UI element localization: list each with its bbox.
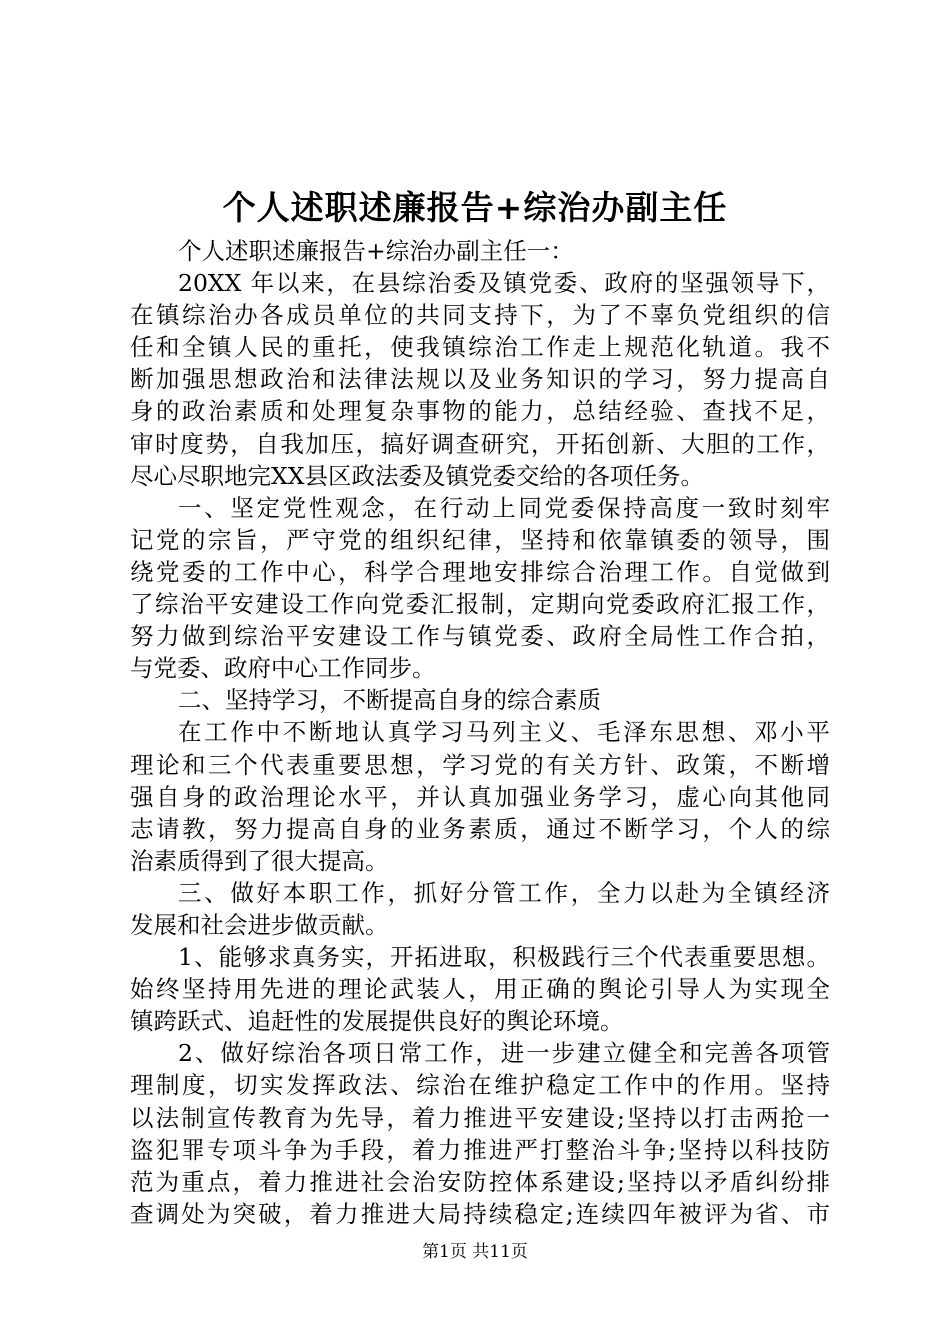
body-line: 理论和三个代表重要思想，学习党的有关方针、政策，不断增 [130, 750, 830, 779]
body-line: 20XX 年以来，在县综治委及镇党委、政府的坚强领导下， [178, 269, 830, 298]
body-line: 努力做到综治平安建设工作与镇党委、政府全局性工作合拍， [130, 622, 830, 651]
body-line: 2、做好综治各项日常工作，进一步建立健全和完善各项管 [178, 1039, 830, 1068]
body-line: 以法制宣传教育为先导，着力推进平安建设;坚持以打击两抢一 [130, 1103, 830, 1132]
body-line: 始终坚持用先进的理论武装人，用正确的舆论引导人为实现全 [130, 975, 830, 1004]
document-title: 个人述职述廉报告+综治办副主任 [222, 188, 728, 227]
body-line: 任和全镇人民的重托，使我镇综治工作走上规范化轨道。我不 [130, 333, 830, 362]
body-line: 个人述职述廉报告+综治办副主任一： [178, 237, 574, 265]
body-line: 盗犯罪专项斗争为手段，着力推进严打整治斗争;坚持以科技防 [130, 1135, 830, 1164]
body-line: 强自身的政治理论水平，并认真加强业务学习，虚心向其他同 [130, 782, 830, 811]
body-line: 镇跨跃式、追赶性的发展提供良好的舆论环境。 [130, 1007, 624, 1036]
body-line: 范为重点，着力推进社会治安防控体系建设;坚持以矛盾纠纷排 [130, 1167, 830, 1196]
body-line: 了综治平安建设工作向党委汇报制，定期向党委政府汇报工作， [130, 590, 830, 619]
body-line: 一、坚定党性观念，在行动上同党委保持高度一致时刻牢 [178, 493, 830, 522]
body-line: 身的政治素质和处理复杂事物的能力，总结经验、查找不足， [130, 397, 830, 426]
body-line: 绕党委的工作中心，科学合理地安排综合治理工作。自觉做到 [130, 557, 830, 586]
body-line: 记党的宗旨，严守党的组织纪律，坚持和依靠镇委的领导，围 [130, 525, 830, 554]
page-number-footer: 第1页 共11页 [422, 1242, 528, 1262]
body-line: 与党委、政府中心工作同步。 [130, 654, 436, 683]
body-line: 理制度，切实发挥政法、综治在维护稳定工作中的作用。坚持 [130, 1071, 830, 1100]
body-line: 尽心尽职地完XX县区政法委及镇党委交给的各项任务。 [130, 461, 704, 490]
body-line: 查调处为突破，着力推进大局持续稳定;连续四年被评为省、市 [130, 1199, 830, 1228]
body-line: 1、能够求真务实，开拓进取，积极践行三个代表重要思想。 [178, 943, 830, 972]
body-line: 志请教，努力提高自身的业务素质，通过不断学习，个人的综 [130, 814, 830, 843]
body-line: 二、坚持学习，不断提高自身的综合素质 [178, 686, 601, 715]
body-line: 审时度势，自我加压，搞好调查研究，开拓创新、大胆的工作， [130, 429, 830, 458]
body-line: 断加强思想政治和法律法规以及业务知识的学习，努力提高自 [130, 365, 830, 394]
document-body [130, 235, 830, 1230]
body-line: 在镇综治办各成员单位的共同支持下，为了不辜负党组织的信 [130, 301, 830, 330]
body-line: 三、做好本职工作，抓好分管工作，全力以赴为全镇经济 [178, 878, 830, 907]
body-line: 在工作中不断地认真学习马列主义、毛泽东思想、邓小平 [178, 718, 830, 747]
body-line: 治素质得到了很大提高。 [130, 846, 389, 875]
body-line: 发展和社会进步做贡献。 [130, 910, 389, 939]
